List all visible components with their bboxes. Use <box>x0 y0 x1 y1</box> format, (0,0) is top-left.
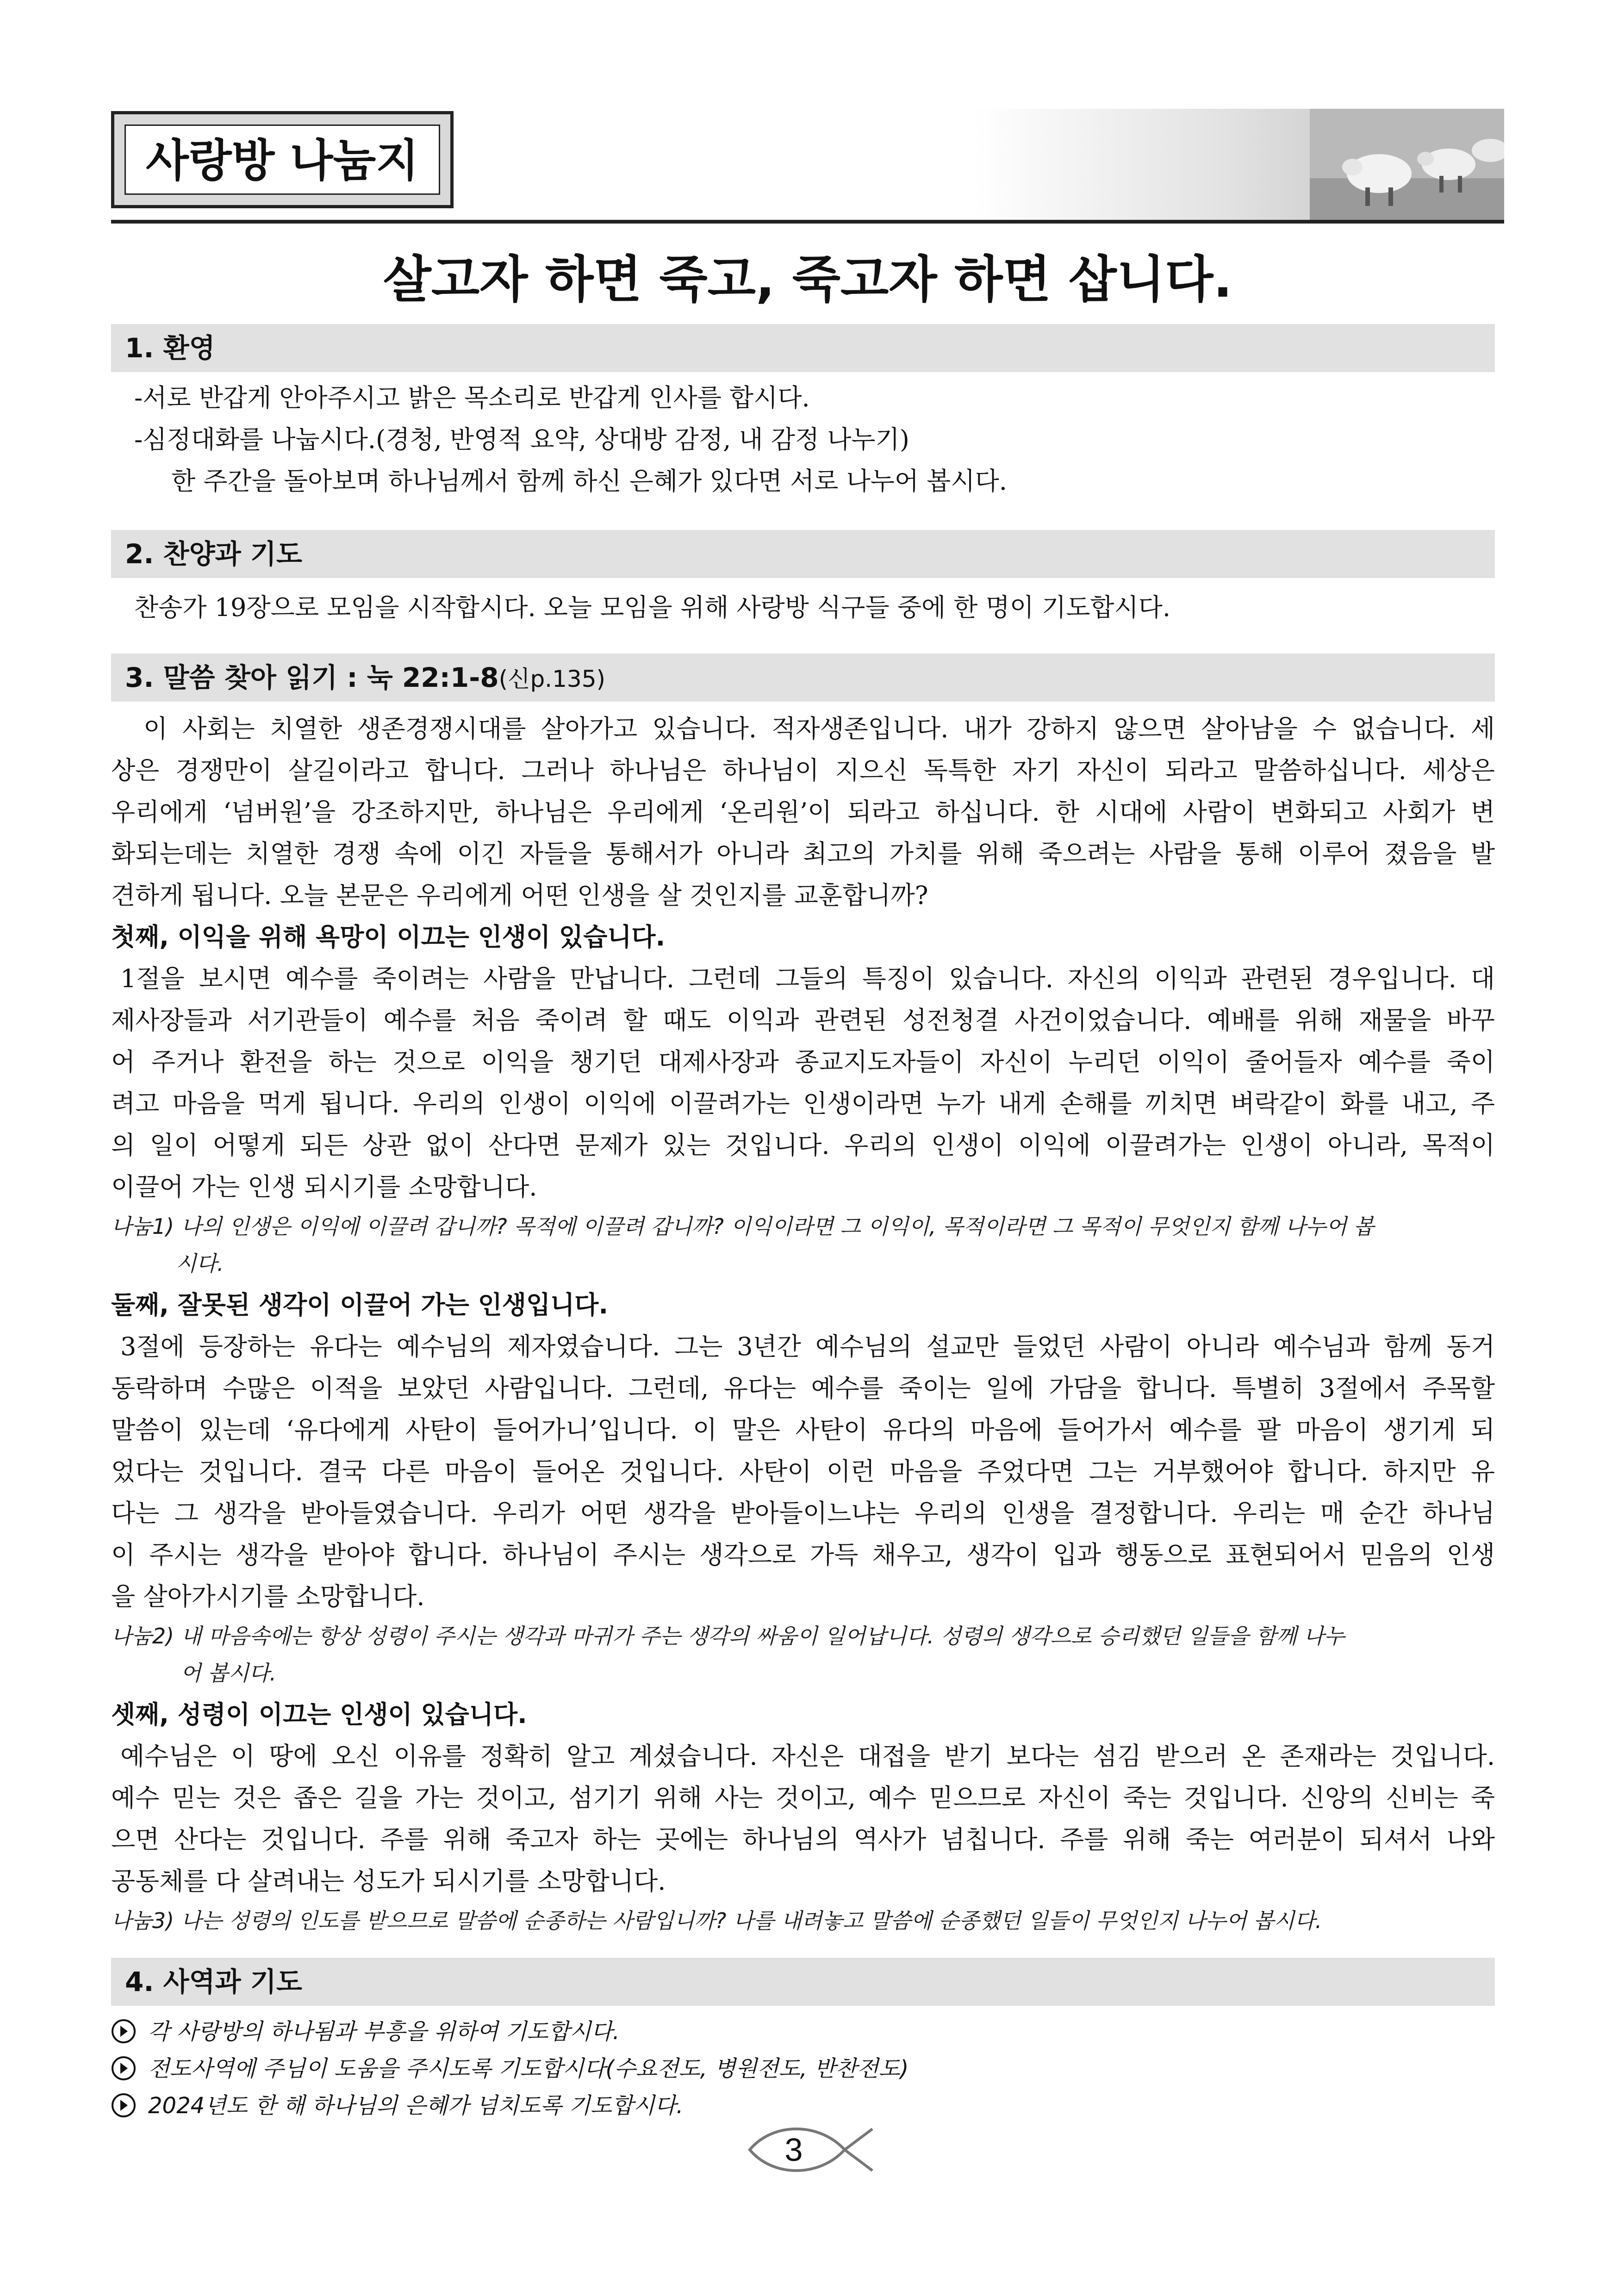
point2-heading: 둘째, 잘못된 생각이 이끌어 가는 인생입니다. <box>111 1290 608 1319</box>
word-intro-line: 상은 경쟁만이 살길이라고 합니다. 그러나 하나님은 하나님이 지으신 독특한 자기 자신이 되라고 말씀하십니다. 세상은 <box>111 756 1495 785</box>
header-title-box <box>111 111 454 208</box>
circle-arrow-icon <box>111 2019 136 2044</box>
point3-line: 예수님은 이 땅에 오신 이유를 정확히 알고 계셨습니다. 자신은 대접을 받기 보다는 섬김 받으러 온 존재라는 것입니다. <box>120 1742 1495 1771</box>
circle-arrow-icon <box>111 2093 136 2118</box>
point2-line: 3절에 등장하는 유다는 예수님의 제자였습니다. 그는 3년간 예수님의 설교만 들었던 사람이 아니라 예수님과 함께 동거 <box>120 1332 1495 1361</box>
prayer-item-text: 2024년도 한 해 하나님의 은혜가 넘치도록 기도합시다. <box>148 2093 684 2119</box>
point3-line: 공동체를 다 살려내는 성도가 되시기를 소망합니다. <box>111 1867 666 1896</box>
share3-line: 나눔3) 나는 성령의 인도를 받으므로 말씀에 순종하는 사람입니까? 나를 내려놓고 말씀에 순종했던 일들이 무엇인지 나누어 봅시다. <box>111 1908 1322 1933</box>
point2-line: 었다는 것입니다. 결국 다른 마음이 들어온 것입니다. 사탄이 이런 마음을 주었다면 그는 거부했어야 합니다. 하지만 유 <box>111 1457 1495 1486</box>
share1-line: 시다. <box>176 1251 224 1276</box>
word-intro-line: 화되는데는 치열한 경쟁 속에 이긴 자들을 통해서가 아니라 최고의 가치를 위해 죽으려는 사람을 통해 이루어 졌음을 발 <box>111 839 1495 868</box>
point1-line: 이끌어 가는 인생 되시기를 소망합니다. <box>111 1172 537 1201</box>
point2-line: 말씀이 있는데 ‘유다에게 사탄이 들어가니’입니다. 이 말은 사탄이 유다의 마음에 들어가서 예수를 팔 마음이 생기게 되 <box>111 1415 1495 1444</box>
word-title-text: 3. 말씀 찾아 읽기 : 눅 22:1-8 <box>125 662 499 693</box>
point1-line: 제사장들과 서기관들이 예수를 처음 죽이려 할 때도 이익과 관련된 성전청결 사건이었습니다. 예배를 위해 재물을 바꾸 <box>111 1006 1495 1035</box>
share2-line: 나눔2) 내 마음속에는 항상 성령이 주시는 생각과 마귀가 주는 생각의 싸움이 일어납니다. 성령의 생각으로 승리했던 일들을 함께 나누 <box>111 1624 1345 1649</box>
word-intro-line: 이 사회는 치열한 생존경쟁시대를 살아가고 있습니다. 적자생존입니다. 내가 강하지 않으면 살아남을 수 없습니다. 세 <box>143 714 1495 743</box>
prayer-item-text: 전도사역에 주님이 도움을 주시도록 기도합시다(수요전도, 병원전도, 반찬전도) <box>148 2056 909 2082</box>
point3-line: 예수 믿는 것은 좁은 길을 가는 것이고, 섬기기 위해 사는 것이고, 예수 믿으므로 자신이 죽는 것입니다. 신앙의 신비는 죽 <box>111 1783 1495 1812</box>
header-title: 사랑방 나눔지 <box>124 124 440 195</box>
point1-heading: 첫째, 이익을 위해 욕망이 이끄는 인생이 있습니다. <box>111 922 666 952</box>
point2-line: 이 주시는 생각을 받아야 합니다. 하나님이 주시는 생각으로 가득 채우고, 생각이 입과 행동으로 표현되어서 믿음의 인생 <box>111 1540 1495 1569</box>
section-welcome-title: 1. 환영 <box>111 324 1495 372</box>
welcome-line: 한 주간을 돌아보며 하나님께서 함께 하신 은혜가 있다면 서로 나누어 봅시다. <box>171 467 1007 496</box>
point1-line: 1절을 보시면 예수를 죽이려는 사람을 만납니다. 그런데 그들의 특징이 있습니다. 자신의 이익과 관련된 경우입니다. 대 <box>120 964 1495 993</box>
point2-line: 다는 그 생각을 받아들였습니다. 우리가 어떤 생각을 받아들이느냐는 우리의 인생을 결정합니다. 우리는 매 순간 하나님 <box>111 1499 1495 1528</box>
point3-line: 으면 산다는 것입니다. 주를 위해 죽고자 하는 곳에는 하나님의 역사가 넘칩니다. 주를 위해 죽는 여러분이 되셔서 나와 <box>111 1825 1495 1854</box>
point2-line: 동락하며 수많은 이적을 보았던 사람입니다. 그런데, 유다는 예수를 죽이는 일에 가담을 합니다. 특별히 3절에서 주목할 <box>111 1374 1495 1403</box>
section-word-title <box>111 653 1495 702</box>
share1-line: 나눔1) 나의 인생은 이익에 이끌려 갑니까? 목적에 이끌려 갑니까? 이익이라면 그 이익이, 목적이라면 그 목적이 무엇인지 함께 나누어 봅 <box>111 1214 1374 1239</box>
point1-line: 려고 마음을 먹게 됩니다. 우리의 인생이 이익에 이끌려가는 인생이라면 누가 내게 손해를 끼치면 벼락같이 화를 내고, 주 <box>111 1089 1495 1118</box>
main-title: 살고자 하면 죽고, 죽고자 하면 삽니다. <box>383 251 1232 309</box>
section-ministry-title: 4. 사역과 기도 <box>111 1958 1495 2006</box>
share2-line: 어 봅시다. <box>180 1661 276 1686</box>
prayer-item-text: 각 사랑방의 하나됨과 부흥을 위하여 기도합시다. <box>148 2019 620 2045</box>
page-footer <box>741 2115 879 2184</box>
word-intro-line: 우리에게 ‘넘버원’을 강조하지만, 하나님은 우리에게 ‘온리원’이 되라고 하십니다. 한 시대에 사람이 변화되고 사회가 변 <box>111 797 1495 827</box>
point1-line: 어 주거나 환전을 하는 것으로 이익을 챙기던 대제사장과 종교지도자들이 자신이 누리던 이익이 줄어들자 예수를 죽이 <box>111 1047 1495 1076</box>
sheep-photo <box>1310 109 1504 220</box>
praise-line: 찬송가 19장으로 모임을 시작합시다. 오늘 모임을 위해 사랑방 식구들 중에 한 명이 기도합시다. <box>134 593 1171 622</box>
page-number: 3 <box>784 2132 803 2168</box>
scripture-ref: (신p.135) <box>498 666 606 692</box>
section-praise-title: 2. 찬양과 기도 <box>111 530 1495 578</box>
welcome-line: -심정대화를 나눕시다.(경청, 반영적 요약, 상대방 감정, 내 감정 나누기) <box>134 425 909 454</box>
welcome-line: -서로 반갑게 안아주시고 밝은 목소리로 반갑게 인사를 합시다. <box>134 383 810 412</box>
point3-heading: 셋째, 성령이 이끄는 인생이 있습니다. <box>111 1700 527 1729</box>
circle-arrow-icon <box>111 2056 136 2081</box>
word-intro-line: 견하게 됩니다. 오늘 본문은 우리에게 어떤 인생을 살 것인지를 교훈합니까? <box>111 881 928 910</box>
point2-line: 을 살아가시기를 소망합니다. <box>111 1582 425 1611</box>
point1-line: 의 일이 어떻게 되든 상관 없이 산다면 문제가 있는 것입니다. 우리의 인생이 이익에 이끌려가는 인생이 아니라, 목적이 <box>111 1131 1495 1160</box>
